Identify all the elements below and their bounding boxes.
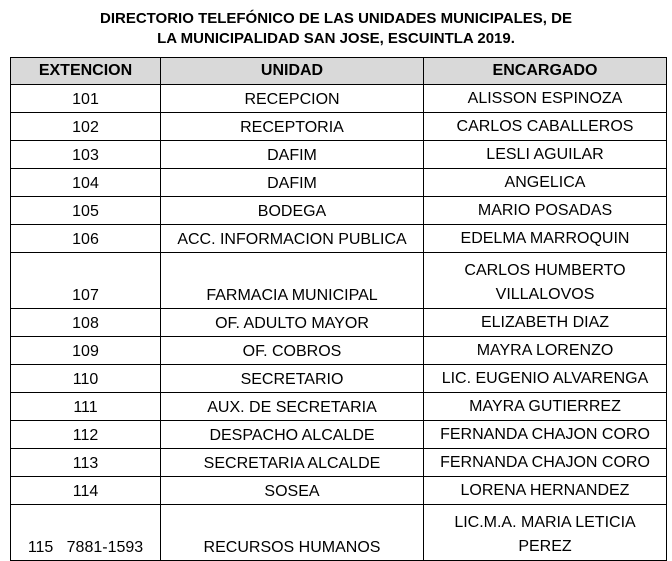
unit-cell: FARMACIA MUNICIPAL <box>161 253 424 309</box>
manager-name-line: LIC.M.A. MARIA LETICIA <box>454 514 636 531</box>
table-row <box>11 253 667 309</box>
extension-cell: 104 <box>11 169 161 197</box>
unit-cell: DESPACHO ALCALDE <box>161 421 424 449</box>
manager-name-line: CARLOS HUMBERTO <box>464 262 626 279</box>
table-row <box>11 169 667 197</box>
table-row <box>11 309 667 337</box>
manager-cell <box>424 337 667 365</box>
manager-name-line: FERNANDA CHAJON CORO <box>440 426 650 443</box>
table-row <box>11 113 667 141</box>
manager-cell <box>424 197 667 225</box>
table-row <box>11 337 667 365</box>
manager-name-line: LESLI AGUILAR <box>486 146 604 163</box>
manager-name-line: PEREZ <box>518 538 572 555</box>
extension-cell: 110 <box>11 365 161 393</box>
table-row <box>11 225 667 253</box>
unit-cell: SECRETARIO <box>161 365 424 393</box>
document-title <box>0 9 672 49</box>
unit-cell: DAFIM <box>161 169 424 197</box>
manager-cell <box>424 393 667 421</box>
manager-name-line: LIC. EUGENIO ALVARENGA <box>441 370 649 387</box>
extension-cell: 105 <box>11 197 161 225</box>
table-row <box>11 85 667 113</box>
manager-name-line: EDELMA MARROQUIN <box>460 230 630 247</box>
table-header-row <box>11 58 667 85</box>
manager-cell <box>424 505 667 561</box>
header-extension: EXTENCION <box>11 58 161 85</box>
manager-cell <box>424 253 667 309</box>
unit-cell: AUX. DE SECRETARIA <box>161 393 424 421</box>
unit-cell: OF. ADULTO MAYOR <box>161 309 424 337</box>
manager-name-line: ANGELICA <box>504 174 586 191</box>
extension-cell: 111 <box>11 393 161 421</box>
manager-cell <box>424 309 667 337</box>
extension-cell: 109 <box>11 337 161 365</box>
extension-cell: 113 <box>11 449 161 477</box>
table-row <box>11 197 667 225</box>
manager-cell <box>424 225 667 253</box>
manager-cell <box>424 85 667 113</box>
extension-cell: 114 <box>11 477 161 505</box>
manager-cell <box>424 141 667 169</box>
extension-cell: 101 <box>11 85 161 113</box>
unit-cell: ACC. INFORMACION PUBLICA <box>161 225 424 253</box>
table-row <box>11 141 667 169</box>
table-row <box>11 477 667 505</box>
title-line-2: LA MUNICIPALIDAD SAN JOSE, ESCUINTLA 2019. <box>157 30 515 47</box>
manager-name-line: CARLOS CABALLEROS <box>456 118 634 135</box>
header-unit: UNIDAD <box>161 58 424 85</box>
extension-cell: 106 <box>11 225 161 253</box>
extension-cell: 112 <box>11 421 161 449</box>
header-manager: ENCARGADO <box>424 58 667 85</box>
table-row <box>11 393 667 421</box>
extension-cell: 103 <box>11 141 161 169</box>
unit-cell: RECURSOS HUMANOS <box>161 505 424 561</box>
title-line-1: DIRECTORIO TELEFÓNICO DE LAS UNIDADES MUNICIPALES, DE <box>100 10 572 27</box>
table-body <box>11 85 667 561</box>
manager-name-line: VILLALOVOS <box>495 286 595 303</box>
manager-cell <box>424 113 667 141</box>
unit-cell: OF. COBROS <box>161 337 424 365</box>
extension-cell: 115 7881-1593 <box>11 505 161 561</box>
table-row <box>11 449 667 477</box>
manager-name-line: MAYRA LORENZO <box>476 342 614 359</box>
extension-cell: 102 <box>11 113 161 141</box>
manager-name-line: ALISSON ESPINOZA <box>467 90 623 107</box>
unit-cell: RECEPCION <box>161 85 424 113</box>
unit-cell: SOSEA <box>161 477 424 505</box>
manager-name-line: LORENA HERNANDEZ <box>460 482 630 499</box>
table-row <box>11 505 667 561</box>
manager-cell <box>424 449 667 477</box>
extension-cell: 108 <box>11 309 161 337</box>
manager-cell <box>424 477 667 505</box>
manager-cell <box>424 169 667 197</box>
manager-name-line: MAYRA GUTIERREZ <box>469 398 621 415</box>
manager-name-line: FERNANDA CHAJON CORO <box>440 454 650 471</box>
unit-cell: RECEPTORIA <box>161 113 424 141</box>
table-row <box>11 421 667 449</box>
unit-cell: DAFIM <box>161 141 424 169</box>
manager-cell <box>424 421 667 449</box>
unit-cell: BODEGA <box>161 197 424 225</box>
directory-table <box>10 57 667 561</box>
manager-cell <box>424 365 667 393</box>
manager-name-line: ELIZABETH DIAZ <box>480 314 610 331</box>
table-row <box>11 365 667 393</box>
unit-cell: SECRETARIA ALCALDE <box>161 449 424 477</box>
manager-name-line: MARIO POSADAS <box>477 202 613 219</box>
extension-cell: 107 <box>11 253 161 309</box>
